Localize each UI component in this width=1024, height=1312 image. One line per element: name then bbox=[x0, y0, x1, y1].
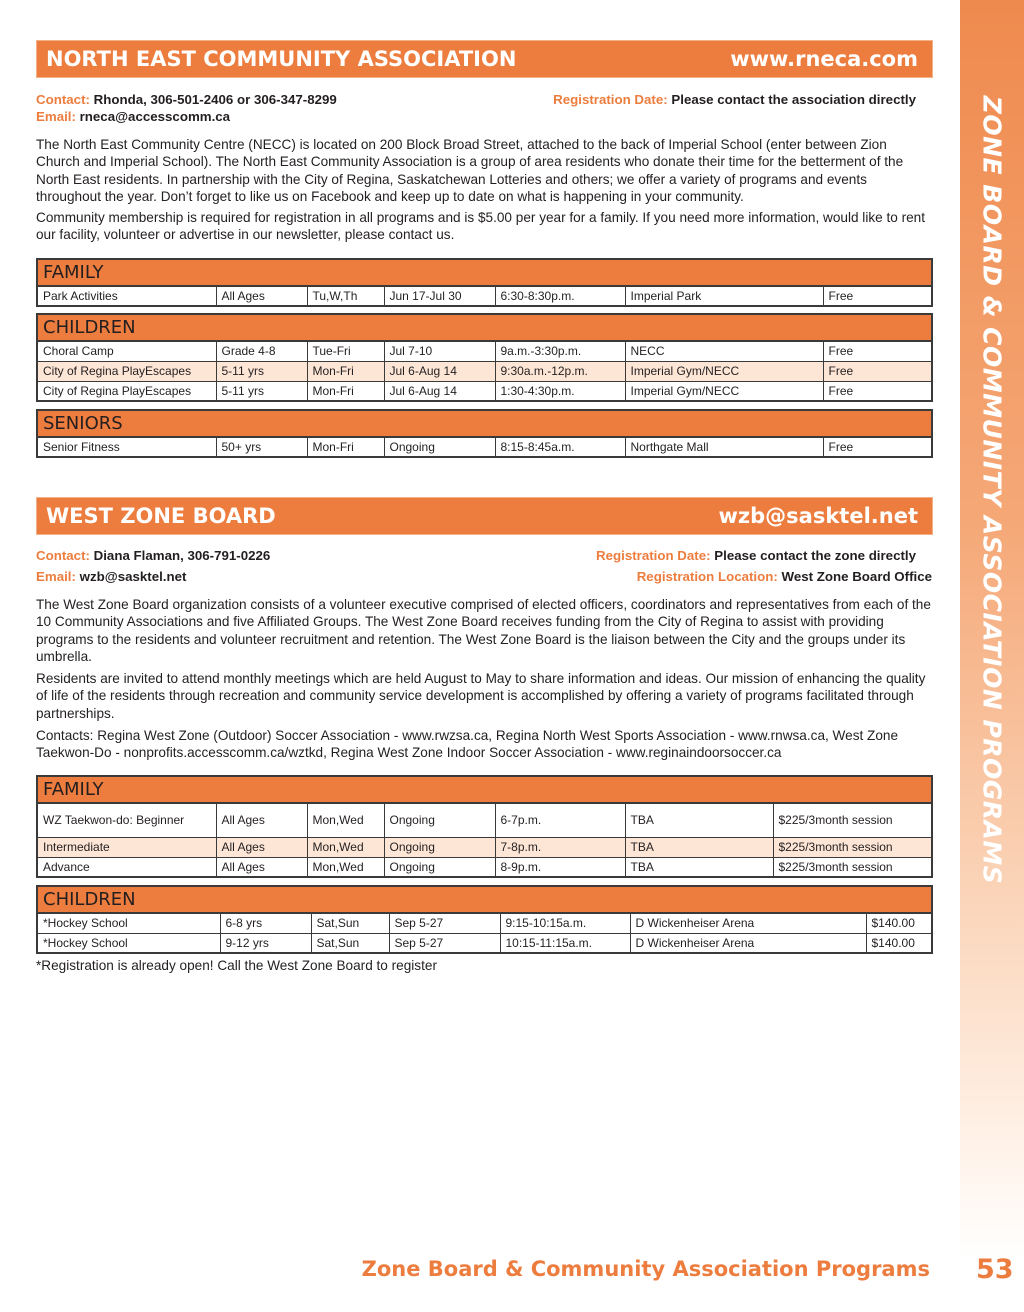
cell-age: All Ages bbox=[216, 837, 307, 857]
neca-children-table bbox=[36, 313, 933, 402]
cell-age: All Ages bbox=[216, 286, 307, 306]
cell-dates: Ongoing bbox=[384, 803, 495, 837]
wzb-contacts: Contacts: Regina West Zone (Outdoor) Soccer Association - www.rwzsa.ca, Regina North West Sports Association - www.rnwsa.ca, West Zone Taekwon-Do - nonprofits.accesscomm.ca/wztkd, Regina West Zone Indoor Soccer Association - www.reginaindoorsoccer.ca bbox=[36, 728, 899, 761]
cell-age: 6-8 yrs bbox=[220, 913, 311, 933]
wzb-footnote: *Registration is already open! Call the West Zone Board to register bbox=[36, 958, 437, 973]
cell-fee: Free bbox=[823, 437, 932, 457]
wzb-reg-loc-label: Registration Location: bbox=[636, 569, 778, 584]
neca-header bbox=[36, 40, 933, 78]
wzb-reg-date-value: Please contact the zone directly bbox=[714, 548, 916, 563]
table-category: CHILDREN bbox=[37, 314, 932, 341]
cell-days: Mon-Fri bbox=[307, 381, 384, 401]
table-row bbox=[37, 913, 932, 933]
table-category: FAMILY bbox=[37, 259, 932, 286]
neca-email-label: Email: bbox=[36, 109, 76, 124]
cell-time: 8-9p.m. bbox=[495, 857, 625, 877]
neca-seniors-table bbox=[36, 409, 933, 458]
wzb-mission: Residents are invited to attend monthly meetings which are held August to May to share information and ideas. Our mission of enhancing the quality of life of the residents through recreation and community service development is accomplished by offering a variety of programs facilitated through partnerships. bbox=[36, 671, 926, 721]
cell-days: Tue-Fri bbox=[307, 341, 384, 361]
wzb-reg-loc-value: West Zone Board Office bbox=[781, 569, 932, 584]
cell-time: 7-8p.m. bbox=[495, 837, 625, 857]
cell-fee: $225/3month session bbox=[773, 837, 932, 857]
cell-days: Mon-Fri bbox=[307, 437, 384, 457]
cell-program: City of Regina PlayEscapes bbox=[37, 361, 216, 381]
cell-age: 5-11 yrs bbox=[216, 381, 307, 401]
cell-program: Choral Camp bbox=[37, 341, 216, 361]
neca-email-value[interactable]: rneca@accesscomm.ca bbox=[79, 109, 231, 124]
cell-fee: Free bbox=[823, 381, 932, 401]
neca-family-table bbox=[36, 258, 933, 307]
cell-dates: Jul 6-Aug 14 bbox=[384, 361, 495, 381]
cell-dates: Jul 6-Aug 14 bbox=[384, 381, 495, 401]
cell-program: Park Activities bbox=[37, 286, 216, 306]
cell-time: 9a.m.-3:30p.m. bbox=[495, 341, 625, 361]
wzb-contact bbox=[36, 548, 270, 563]
wzb-title: WEST ZONE BOARD bbox=[46, 504, 276, 528]
neca-description: The North East Community Centre (NECC) is located on 200 Block Broad Street, attached to the back of Imperial School (enter between Zion Church and Imperial School). The North East Community Association is a group of area residents who donate their time for the betterment of the North East residents. In partnership with the City of Regina, Saskatchewan Lotteries and others; we offer a variety of programs and events throughout the year. Don’t forget to like us on Facebook and keep up to date on what is happening in your community. bbox=[36, 137, 904, 205]
cell-location: Imperial Gym/NECC bbox=[625, 361, 823, 381]
wzb-contact-value: Diana Flaman, 306-791-0226 bbox=[93, 548, 271, 563]
wzb-header bbox=[36, 497, 933, 535]
neca-title: NORTH EAST COMMUNITY ASSOCIATION bbox=[46, 47, 517, 71]
cell-location: TBA bbox=[625, 803, 773, 837]
wzb-email-link[interactable]: wzb@sasktel.net bbox=[718, 504, 918, 528]
cell-days: Sat,Sun bbox=[311, 933, 389, 953]
cell-age: All Ages bbox=[216, 857, 307, 877]
cell-days: Tu,W,Th bbox=[307, 286, 384, 306]
neca-contact bbox=[36, 92, 337, 107]
cell-age: Grade 4-8 bbox=[216, 341, 307, 361]
cell-dates: Ongoing bbox=[384, 857, 495, 877]
neca-website-link[interactable]: www.rneca.com bbox=[730, 47, 918, 71]
wzb-registration-location bbox=[637, 569, 932, 584]
cell-location: TBA bbox=[625, 837, 773, 857]
cell-time: 9:15-10:15a.m. bbox=[500, 913, 630, 933]
cell-fee: $225/3month session bbox=[773, 803, 932, 837]
cell-fee: Free bbox=[823, 361, 932, 381]
cell-days: Sat,Sun bbox=[311, 913, 389, 933]
table-row bbox=[37, 381, 932, 401]
cell-age: 9-12 yrs bbox=[220, 933, 311, 953]
cell-time: 10:15-11:15a.m. bbox=[500, 933, 630, 953]
table-row bbox=[37, 437, 932, 457]
neca-contact-label: Contact: bbox=[36, 92, 90, 107]
cell-days: Mon,Wed bbox=[307, 837, 384, 857]
side-section-title: ZONE BOARD & COMMUNITY ASSOCIATION PROGRAMS bbox=[977, 95, 1007, 885]
cell-dates: Jun 17-Jul 30 bbox=[384, 286, 495, 306]
cell-dates: Ongoing bbox=[384, 837, 495, 857]
table-category: SENIORS bbox=[37, 410, 932, 437]
table-row bbox=[37, 341, 932, 361]
page-number: 53 bbox=[976, 1254, 1014, 1285]
neca-reg-date-label: Registration Date: bbox=[553, 92, 668, 107]
cell-days: Mon-Fri bbox=[307, 361, 384, 381]
wzb-registration-date bbox=[596, 548, 916, 563]
wzb-email bbox=[36, 569, 186, 584]
cell-fee: Free bbox=[823, 286, 932, 306]
table-category: CHILDREN bbox=[37, 886, 932, 913]
cell-fee: $140.00 bbox=[866, 913, 932, 933]
wzb-email-label: Email: bbox=[36, 569, 76, 584]
neca-reg-date-value: Please contact the association directly bbox=[671, 92, 916, 107]
cell-age: 50+ yrs bbox=[216, 437, 307, 457]
table-row bbox=[37, 361, 932, 381]
table-row bbox=[37, 857, 932, 877]
cell-dates: Sep 5-27 bbox=[389, 913, 500, 933]
cell-program: *Hockey School bbox=[37, 933, 220, 953]
wzb-family-table bbox=[36, 775, 933, 878]
wzb-reg-date-label: Registration Date: bbox=[596, 548, 711, 563]
cell-dates: Jul 7-10 bbox=[384, 341, 495, 361]
cell-dates: Sep 5-27 bbox=[389, 933, 500, 953]
neca-membership-note: Community membership is required for registration in all programs and is $5.00 per year for a family. If you need more information, would like to rent our facility, volunteer or advertise in our newsletter, please contact us. bbox=[36, 210, 926, 243]
cell-program: WZ Taekwon-do: Beginner bbox=[37, 803, 216, 837]
cell-fee: $225/3month session bbox=[773, 857, 932, 877]
wzb-contact-label: Contact: bbox=[36, 548, 90, 563]
cell-program: Advance bbox=[37, 857, 216, 877]
cell-age: 5-11 yrs bbox=[216, 361, 307, 381]
cell-program: Intermediate bbox=[37, 837, 216, 857]
cell-location: Imperial Park bbox=[625, 286, 823, 306]
cell-time: 9:30a.m.-12p.m. bbox=[495, 361, 625, 381]
cell-location: D Wickenheiser Arena bbox=[630, 933, 866, 953]
cell-location: Imperial Gym/NECC bbox=[625, 381, 823, 401]
table-row bbox=[37, 837, 932, 857]
neca-registration-date bbox=[553, 92, 916, 107]
wzb-description: The West Zone Board organization consists of a volunteer executive comprised of elected officers, coordinators and representatives from each of the 10 Community Associations and five Affiliated Groups. The West Zone Board receives funding from the City of Regina to assist with providing programs to the residents and volunteer recruitment and retention. The West Zone Board is the liaison between the City and the groups under its umbrella. bbox=[36, 597, 931, 665]
footer-title: Zone Board & Community Association Programs bbox=[361, 1257, 930, 1281]
cell-days: Mon,Wed bbox=[307, 857, 384, 877]
cell-days: Mon,Wed bbox=[307, 803, 384, 837]
neca-email bbox=[36, 109, 230, 124]
table-category: FAMILY bbox=[37, 776, 932, 803]
table-row bbox=[37, 933, 932, 953]
cell-fee: Free bbox=[823, 341, 932, 361]
cell-location: TBA bbox=[625, 857, 773, 877]
table-row bbox=[37, 803, 932, 837]
cell-time: 8:15-8:45a.m. bbox=[495, 437, 625, 457]
cell-program: Senior Fitness bbox=[37, 437, 216, 457]
cell-program: *Hockey School bbox=[37, 913, 220, 933]
cell-dates: Ongoing bbox=[384, 437, 495, 457]
cell-location: D Wickenheiser Arena bbox=[630, 913, 866, 933]
cell-time: 6-7p.m. bbox=[495, 803, 625, 837]
cell-time: 1:30-4:30p.m. bbox=[495, 381, 625, 401]
neca-contact-value: Rhonda, 306-501-2406 or 306-347-8299 bbox=[93, 92, 337, 107]
cell-age: All Ages bbox=[216, 803, 307, 837]
cell-program: City of Regina PlayEscapes bbox=[37, 381, 216, 401]
table-row bbox=[37, 286, 932, 306]
cell-fee: $140.00 bbox=[866, 933, 932, 953]
wzb-children-table bbox=[36, 885, 933, 954]
wzb-email-value[interactable]: wzb@sasktel.net bbox=[79, 569, 187, 584]
cell-location: NECC bbox=[625, 341, 823, 361]
cell-location: Northgate Mall bbox=[625, 437, 823, 457]
cell-time: 6:30-8:30p.m. bbox=[495, 286, 625, 306]
